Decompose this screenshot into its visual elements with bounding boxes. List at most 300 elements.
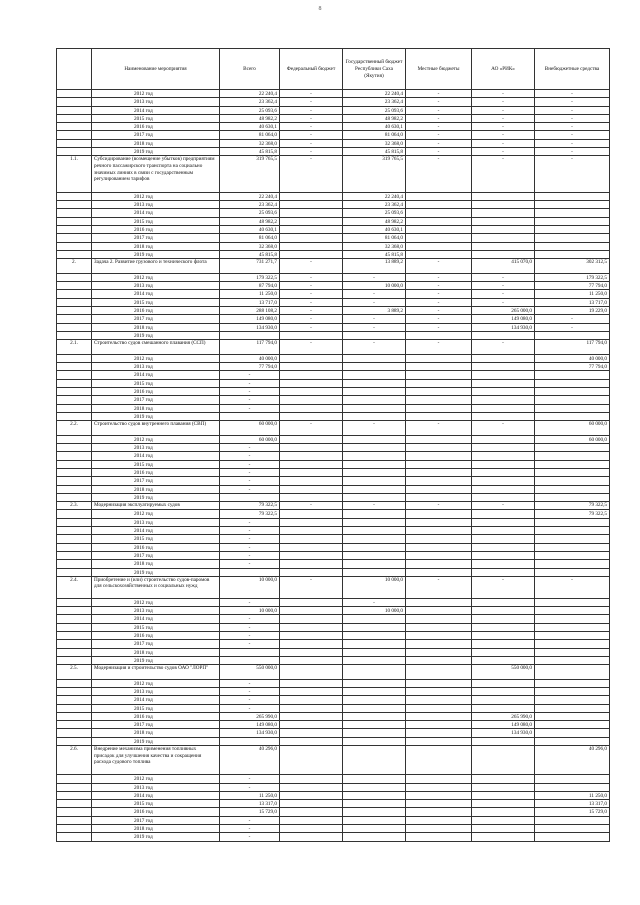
cell-local: -	[406, 307, 472, 315]
cell-activity: 2013 год	[92, 607, 220, 615]
cell-number: 2.4.	[57, 576, 92, 598]
cell-local	[406, 640, 472, 648]
cell-activity: Строительство судов внутреннего плавания (СВП)	[92, 421, 220, 436]
cell-federal: -	[280, 148, 343, 156]
cell-number	[57, 631, 92, 639]
cell-total: 60 000,0	[220, 421, 280, 436]
cell-extrabudget: 77 794,0	[535, 282, 610, 290]
cell-activity: 2014 год	[92, 209, 220, 217]
cell-extrabudget	[535, 687, 610, 695]
cell-extrabudget	[535, 485, 610, 493]
year-row	[57, 833, 610, 841]
cell-activity: 2012 год	[92, 90, 220, 98]
cell-extrabudget	[535, 518, 610, 526]
cell-republic: 48 982,2	[343, 217, 406, 225]
cell-activity: 2017 год	[92, 816, 220, 824]
cell-extrabudget	[535, 816, 610, 824]
cell-rik	[472, 825, 535, 833]
cell-activity: 2013 год	[92, 518, 220, 526]
cell-republic	[343, 543, 406, 551]
cell-rik: -	[472, 139, 535, 147]
cell-federal	[280, 209, 343, 217]
cell-number: 2.2.	[57, 421, 92, 436]
cell-federal	[280, 412, 343, 420]
cell-republic: 40 630,1	[343, 226, 406, 234]
cell-total: -	[220, 783, 280, 791]
cell-rik	[472, 704, 535, 712]
cell-local	[406, 551, 472, 559]
cell-number	[57, 696, 92, 704]
year-row	[57, 98, 610, 106]
cell-extrabudget	[535, 527, 610, 535]
year-row	[57, 139, 610, 147]
year-row	[57, 560, 610, 568]
cell-extrabudget	[535, 404, 610, 412]
cell-rik	[472, 354, 535, 362]
cell-local	[406, 560, 472, 568]
year-row	[57, 816, 610, 824]
cell-rik	[472, 444, 535, 452]
cell-activity: 2013 год	[92, 687, 220, 695]
cell-activity: 2018 год	[92, 323, 220, 331]
cell-number	[57, 833, 92, 841]
cell-extrabudget	[535, 679, 610, 687]
cell-total: 11 250,0	[220, 791, 280, 799]
cell-republic: -	[343, 340, 406, 355]
cell-rik: -	[472, 98, 535, 106]
cell-total: 13 317,0	[220, 800, 280, 808]
cell-local	[406, 615, 472, 623]
cell-number	[57, 354, 92, 362]
cell-local	[406, 435, 472, 443]
cell-number	[57, 598, 92, 606]
year-row	[57, 444, 610, 452]
page-number: 8	[318, 6, 322, 12]
cell-federal	[280, 648, 343, 656]
cell-number	[57, 729, 92, 737]
year-row	[57, 298, 610, 306]
cell-rik: -	[472, 282, 535, 290]
cell-extrabudget: 13 717,0	[535, 298, 610, 306]
cell-federal	[280, 192, 343, 200]
cell-extrabudget: -	[535, 131, 610, 139]
cell-federal: -	[280, 123, 343, 131]
cell-extrabudget: -	[535, 315, 610, 323]
cell-number	[57, 396, 92, 404]
cell-local	[406, 192, 472, 200]
cell-local	[406, 631, 472, 639]
cell-local: -	[406, 90, 472, 98]
year-row	[57, 510, 610, 518]
column-header-number	[57, 49, 92, 90]
cell-total: -	[220, 598, 280, 606]
cell-extrabudget: 77 794,0	[535, 363, 610, 371]
cell-local	[406, 623, 472, 631]
cell-extrabudget	[535, 209, 610, 217]
cell-number	[57, 363, 92, 371]
cell-federal: -	[280, 307, 343, 315]
cell-republic	[343, 679, 406, 687]
cell-total	[220, 568, 280, 576]
cell-local	[406, 775, 472, 783]
cell-federal	[280, 388, 343, 396]
cell-number	[57, 412, 92, 420]
cell-rik: -	[472, 114, 535, 122]
cell-rik	[472, 783, 535, 791]
cell-rik	[472, 201, 535, 209]
cell-local	[406, 354, 472, 362]
cell-local: -	[406, 421, 472, 436]
cell-number: 2.1.	[57, 340, 92, 355]
cell-republic	[343, 775, 406, 783]
cell-local	[406, 477, 472, 485]
cell-number	[57, 90, 92, 98]
year-row	[57, 607, 610, 615]
cell-extrabudget	[535, 640, 610, 648]
cell-activity: 2019 год	[92, 656, 220, 664]
cell-total: 134 930,0	[220, 729, 280, 737]
cell-total: -	[220, 551, 280, 559]
cell-local	[406, 379, 472, 387]
cell-activity: 2016 год	[92, 226, 220, 234]
cell-local: -	[406, 502, 472, 510]
cell-number	[57, 704, 92, 712]
cell-rik	[472, 460, 535, 468]
cell-local: -	[406, 139, 472, 147]
year-row	[57, 775, 610, 783]
cell-extrabudget: 79 322,5	[535, 510, 610, 518]
cell-total	[220, 737, 280, 745]
year-row	[57, 452, 610, 460]
cell-republic	[343, 729, 406, 737]
cell-republic: 10 000,0	[343, 607, 406, 615]
cell-republic: -	[343, 298, 406, 306]
cell-activity: 2019 год	[92, 250, 220, 258]
year-row	[57, 217, 610, 225]
cell-activity: 2012 год	[92, 354, 220, 362]
cell-local	[406, 518, 472, 526]
cell-federal	[280, 568, 343, 576]
cell-activity: 2015 год	[92, 704, 220, 712]
cell-total: 10 000,0	[220, 576, 280, 598]
cell-federal: -	[280, 282, 343, 290]
cell-federal	[280, 226, 343, 234]
cell-federal	[280, 615, 343, 623]
cell-local	[406, 510, 472, 518]
cell-total: 179 322,5	[220, 273, 280, 281]
cell-local	[406, 737, 472, 745]
cell-activity: 2014 год	[92, 290, 220, 298]
year-row	[57, 331, 610, 339]
cell-number	[57, 535, 92, 543]
year-row	[57, 551, 610, 559]
cell-federal: -	[280, 106, 343, 114]
cell-local: -	[406, 323, 472, 331]
cell-extrabudget	[535, 192, 610, 200]
cell-rik: 265 990,0	[472, 712, 535, 720]
cell-local	[406, 234, 472, 242]
cell-extrabudget	[535, 775, 610, 783]
cell-extrabudget	[535, 412, 610, 420]
column-header-federal: Федеральный бюджет	[280, 49, 343, 90]
cell-extrabudget	[535, 665, 610, 680]
year-row	[57, 396, 610, 404]
cell-total: 23 362,4	[220, 98, 280, 106]
cell-republic: -	[343, 323, 406, 331]
cell-federal	[280, 551, 343, 559]
cell-number	[57, 201, 92, 209]
cell-total: 288 108,2	[220, 307, 280, 315]
cell-extrabudget	[535, 444, 610, 452]
cell-republic: 23 362,4	[343, 201, 406, 209]
cell-activity: 2013 год	[92, 783, 220, 791]
cell-total: -	[220, 631, 280, 639]
cell-number	[57, 791, 92, 799]
cell-local: -	[406, 106, 472, 114]
cell-extrabudget	[535, 201, 610, 209]
table-header-row	[57, 49, 610, 90]
cell-extrabudget: 60 000,0	[535, 421, 610, 436]
cell-extrabudget	[535, 477, 610, 485]
cell-total: 13 717,0	[220, 298, 280, 306]
cell-federal: -	[280, 114, 343, 122]
year-row	[57, 273, 610, 281]
cell-federal	[280, 598, 343, 606]
cell-republic	[343, 379, 406, 387]
cell-total: 117 794,0	[220, 340, 280, 355]
cell-number	[57, 282, 92, 290]
cell-total: 77 794,0	[220, 363, 280, 371]
year-row	[57, 131, 610, 139]
cell-federal	[280, 331, 343, 339]
cell-rik	[472, 234, 535, 242]
cell-federal	[280, 679, 343, 687]
cell-republic: 32 368,0	[343, 139, 406, 147]
cell-activity: 2012 год	[92, 192, 220, 200]
cell-federal	[280, 354, 343, 362]
cell-federal	[280, 560, 343, 568]
cell-extrabudget: -	[535, 323, 610, 331]
cell-local: -	[406, 114, 472, 122]
year-row	[57, 315, 610, 323]
cell-activity: 2019 год	[92, 568, 220, 576]
cell-federal: -	[280, 340, 343, 355]
year-row	[57, 209, 610, 217]
cell-number	[57, 679, 92, 687]
cell-extrabudget: 179 322,5	[535, 273, 610, 281]
cell-number	[57, 404, 92, 412]
cell-rik: 134 930,0	[472, 729, 535, 737]
cell-activity: 2013 год	[92, 363, 220, 371]
cell-number	[57, 640, 92, 648]
year-row	[57, 371, 610, 379]
cell-republic: 25 093,6	[343, 209, 406, 217]
cell-local	[406, 704, 472, 712]
cell-local	[406, 468, 472, 476]
year-row	[57, 250, 610, 258]
year-row	[57, 201, 610, 209]
cell-total: -	[220, 615, 280, 623]
cell-total: 550 000,0	[220, 665, 280, 680]
cell-republic	[343, 800, 406, 808]
cell-total: 10 000,0	[220, 607, 280, 615]
year-row	[57, 114, 610, 122]
cell-rik	[472, 808, 535, 816]
cell-rik: 415 070,0	[472, 259, 535, 274]
cell-total: -	[220, 535, 280, 543]
cell-extrabudget: 302 312,5	[535, 259, 610, 274]
cell-number	[57, 290, 92, 298]
cell-rik: -	[472, 123, 535, 131]
cell-total: 81 064,0	[220, 131, 280, 139]
year-row	[57, 640, 610, 648]
cell-total: 45 815,8	[220, 148, 280, 156]
cell-rik	[472, 404, 535, 412]
cell-local: -	[406, 315, 472, 323]
cell-federal	[280, 363, 343, 371]
cell-total: 149 080,0	[220, 721, 280, 729]
cell-republic	[343, 412, 406, 420]
year-row	[57, 477, 610, 485]
cell-federal	[280, 833, 343, 841]
cell-total: 79 322,5	[220, 502, 280, 510]
cell-rik: -	[472, 106, 535, 114]
cell-number	[57, 435, 92, 443]
cell-total: -	[220, 527, 280, 535]
cell-total: -	[220, 543, 280, 551]
year-row	[57, 648, 610, 656]
cell-local: -	[406, 576, 472, 598]
cell-activity: 2015 год	[92, 217, 220, 225]
cell-number	[57, 551, 92, 559]
column-header-activity: Наименование мероприятия	[92, 49, 220, 90]
cell-republic: 3 889,2	[343, 307, 406, 315]
cell-local	[406, 485, 472, 493]
cell-republic: -	[343, 290, 406, 298]
cell-rik	[472, 371, 535, 379]
cell-total: -	[220, 640, 280, 648]
cell-republic: 10 000,0	[343, 576, 406, 598]
cell-federal	[280, 535, 343, 543]
cell-republic	[343, 791, 406, 799]
cell-local: -	[406, 340, 472, 355]
year-row	[57, 712, 610, 720]
cell-federal	[280, 234, 343, 242]
cell-federal	[280, 607, 343, 615]
cell-activity: 2017 год	[92, 131, 220, 139]
cell-local	[406, 791, 472, 799]
year-row	[57, 148, 610, 156]
cell-total: 149 080,0	[220, 315, 280, 323]
cell-number	[57, 379, 92, 387]
cell-local: -	[406, 282, 472, 290]
cell-activity: 2016 год	[92, 631, 220, 639]
cell-total: -	[220, 833, 280, 841]
cell-activity: 2015 год	[92, 114, 220, 122]
cell-activity: 2015 год	[92, 623, 220, 631]
cell-federal	[280, 656, 343, 664]
cell-number	[57, 106, 92, 114]
table-body	[57, 90, 610, 842]
cell-activity: 2018 год	[92, 648, 220, 656]
cell-number	[57, 452, 92, 460]
cell-federal	[280, 201, 343, 209]
cell-number	[57, 712, 92, 720]
cell-rik	[472, 833, 535, 841]
cell-republic	[343, 435, 406, 443]
cell-activity: Строительство судов смешанного плавания (ССП)	[92, 340, 220, 355]
year-row	[57, 704, 610, 712]
year-row	[57, 791, 610, 799]
cell-rik: -	[472, 502, 535, 510]
cell-rik	[472, 209, 535, 217]
year-row	[57, 696, 610, 704]
cell-federal: -	[280, 273, 343, 281]
cell-federal	[280, 631, 343, 639]
cell-total: 40 000,0	[220, 354, 280, 362]
cell-number	[57, 775, 92, 783]
cell-total: 32 368,0	[220, 242, 280, 250]
cell-republic: 40 630,1	[343, 123, 406, 131]
cell-total: -	[220, 560, 280, 568]
cell-local: -	[406, 298, 472, 306]
section-row	[57, 340, 610, 355]
cell-rik: -	[472, 421, 535, 436]
cell-extrabudget	[535, 737, 610, 745]
cell-activity: Модернизация эксплуатируемых судов	[92, 502, 220, 510]
cell-republic: 81 064,0	[343, 234, 406, 242]
cell-local	[406, 665, 472, 680]
cell-local	[406, 729, 472, 737]
cell-total: -	[220, 696, 280, 704]
cell-activity: 2015 год	[92, 535, 220, 543]
cell-extrabudget	[535, 825, 610, 833]
cell-number: 2.5.	[57, 665, 92, 680]
cell-rik	[472, 615, 535, 623]
cell-number	[57, 315, 92, 323]
cell-activity: 2018 год	[92, 242, 220, 250]
cell-activity: 2016 год	[92, 543, 220, 551]
cell-total: 79 322,5	[220, 510, 280, 518]
column-header-local: Местные бюджеты	[406, 49, 472, 90]
cell-federal: -	[280, 259, 343, 274]
cell-republic: 22 240,4	[343, 90, 406, 98]
cell-rik: -	[472, 90, 535, 98]
cell-republic: 32 368,0	[343, 242, 406, 250]
cell-federal	[280, 783, 343, 791]
cell-rik	[472, 607, 535, 615]
section-row	[57, 259, 610, 274]
cell-extrabudget	[535, 371, 610, 379]
cell-local	[406, 460, 472, 468]
cell-number	[57, 615, 92, 623]
cell-extrabudget	[535, 704, 610, 712]
cell-federal: -	[280, 323, 343, 331]
cell-local: -	[406, 259, 472, 274]
cell-republic: 22 240,4	[343, 192, 406, 200]
cell-number: 2.6.	[57, 746, 92, 775]
cell-rik	[472, 543, 535, 551]
cell-republic	[343, 712, 406, 720]
cell-republic	[343, 816, 406, 824]
cell-federal: -	[280, 290, 343, 298]
cell-republic	[343, 665, 406, 680]
cell-total: -	[220, 485, 280, 493]
cell-rik: -	[472, 290, 535, 298]
cell-number	[57, 192, 92, 200]
year-row	[57, 721, 610, 729]
cell-local	[406, 696, 472, 704]
